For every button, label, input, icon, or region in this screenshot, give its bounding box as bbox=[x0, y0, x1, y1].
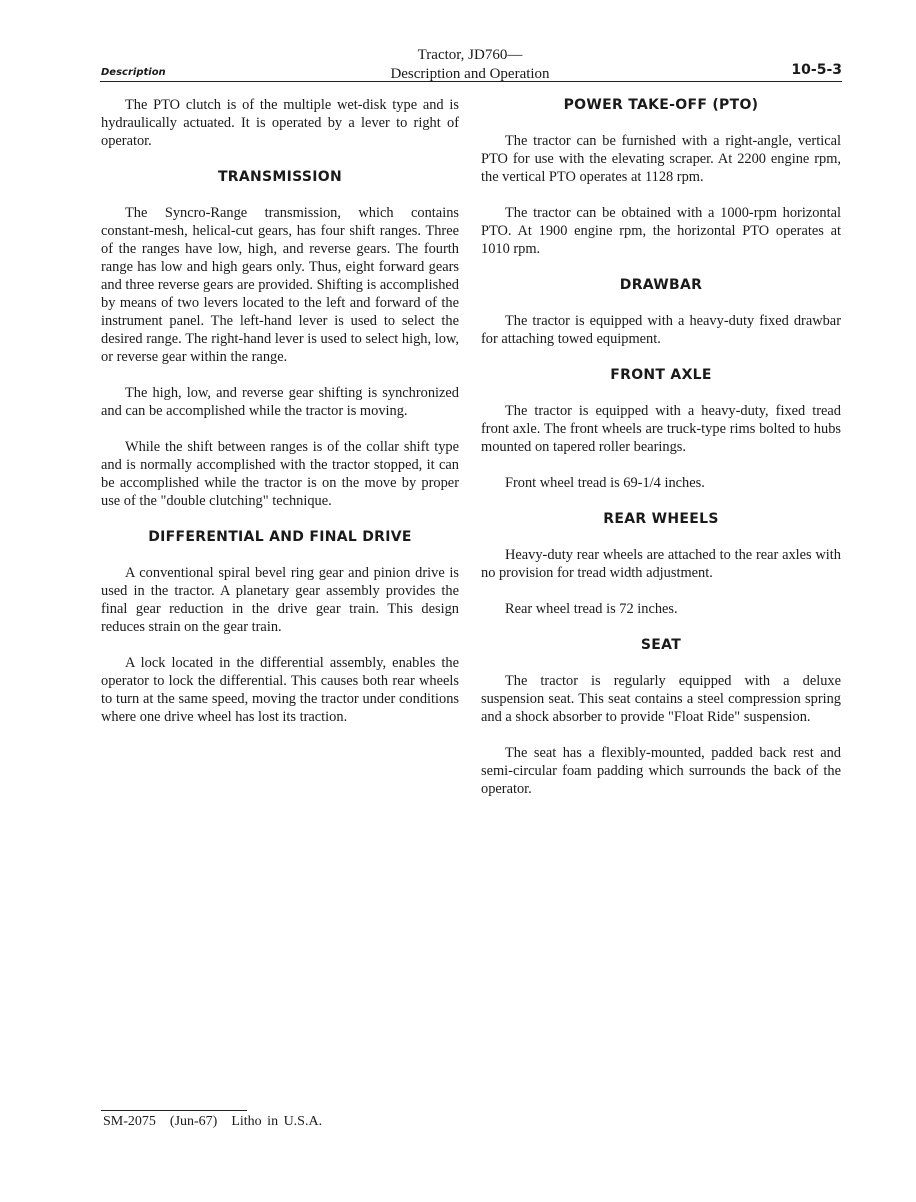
paragraph-pto-clutch: The PTO clutch is of the multiple wet-disk type and is hydraulically actuated. It is operated by a lever to right of operator. bbox=[101, 97, 459, 149]
heading-drawbar: DRAWBAR bbox=[619, 277, 703, 293]
section-label: Description bbox=[101, 67, 166, 78]
footer-manual-number: SM-2075 bbox=[103, 1114, 156, 1129]
page-number: 10-5-3 bbox=[791, 62, 842, 78]
paragraph-rear-tread: Rear wheel tread is 72 inches. bbox=[505, 601, 678, 617]
paragraph-vertical-pto: The tractor can be furnished with a right-angle, vertical PTO for use with the elevating scraper. At 2200 engine rpm, the vertical PTO operates at 1128 rpm. bbox=[481, 133, 841, 185]
paragraph-transmission: The Syncro-Range transmission, which contains constant-mesh, helical-cut gears, has four shift ranges. Three of the ranges have low, high, and reverse gears. The fourth range has low and high gears only. Thus, eight forward gears and three reverse gears are provided. Shifting is accomplished by means of two levers located to the left and forward of the instrument panel. The left-hand lever is used to select the desired range. The right-hand lever is used to select high, low, or reverse gear within the range. bbox=[101, 205, 459, 365]
heading-rear-wheels: REAR WHEELS bbox=[603, 511, 719, 527]
paragraph-rear-wheels: Heavy-duty rear wheels are attached to the rear axles with no provision for tread width adjustment. bbox=[481, 547, 841, 581]
paragraph-synchronized: The high, low, and reverse gear shifting is synchronized and can be accomplished while the tractor is moving. bbox=[101, 385, 459, 419]
paragraph-collar-shift: While the shift between ranges is of the collar shift type and is normally accomplished with the tractor stopped, it can be accomplished while the tractor is on the move by proper use of the "double clutching" technique. bbox=[101, 439, 459, 509]
heading-front-axle: FRONT AXLE bbox=[610, 367, 712, 383]
heading-differential: DIFFERENTIAL AND FINAL DRIVE bbox=[148, 529, 412, 545]
footer bbox=[103, 1114, 336, 1130]
paragraph-front-tread: Front wheel tread is 69-1/4 inches. bbox=[505, 475, 705, 491]
paragraph-seat: The tractor is regularly equipped with a deluxe suspension seat. This seat contains a steel compression spring and a shock absorber to provide "Float Ride" suspension. bbox=[481, 673, 841, 725]
paragraph-bevel-drive: A conventional spiral bevel ring gear and pinion drive is used in the tractor. A planetary gear assembly provides the final gear reduction in the drive gear train. This design reduces strain on the gear train. bbox=[101, 565, 459, 635]
header-rule bbox=[100, 81, 842, 82]
right-column bbox=[481, 96, 841, 816]
heading-transmission: TRANSMISSION bbox=[217, 169, 343, 185]
header-title-line2: Description and Operation bbox=[390, 66, 550, 82]
footer-date: (Jun-67) bbox=[169, 1114, 218, 1129]
heading-seat: SEAT bbox=[640, 637, 682, 653]
footer-rule bbox=[101, 1110, 247, 1111]
heading-pto: POWER TAKE-OFF (PTO) bbox=[563, 97, 759, 113]
paragraph-horizontal-pto: The tractor can be obtained with a 1000-rpm horizontal PTO. At 1900 engine rpm, the horizontal PTO operates at 1010 rpm. bbox=[481, 205, 841, 257]
left-column bbox=[101, 96, 459, 744]
paragraph-drawbar: The tractor is equipped with a heavy-duty fixed drawbar for attaching towed equipment. bbox=[481, 313, 841, 347]
paragraph-differential-lock: A lock located in the differential assembly, enables the operator to lock the differential. This causes both rear wheels to turn at the same speed, moving the tractor under conditions where one drive wheel has lost its traction. bbox=[101, 655, 459, 725]
paragraph-seat-back: The seat has a flexibly-mounted, padded back rest and semi-circular foam padding which surrounds the back of the operator. bbox=[481, 745, 841, 797]
header-title-line1: Tractor, JD760— bbox=[417, 47, 523, 63]
running-header-title bbox=[330, 46, 610, 84]
paragraph-front-axle: The tractor is equipped with a heavy-duty, fixed tread front axle. The front wheels are truck-type rims bolted to hubs mounted on tapered roller bearings. bbox=[481, 403, 841, 455]
footer-litho: Litho in U.S.A. bbox=[231, 1114, 323, 1129]
